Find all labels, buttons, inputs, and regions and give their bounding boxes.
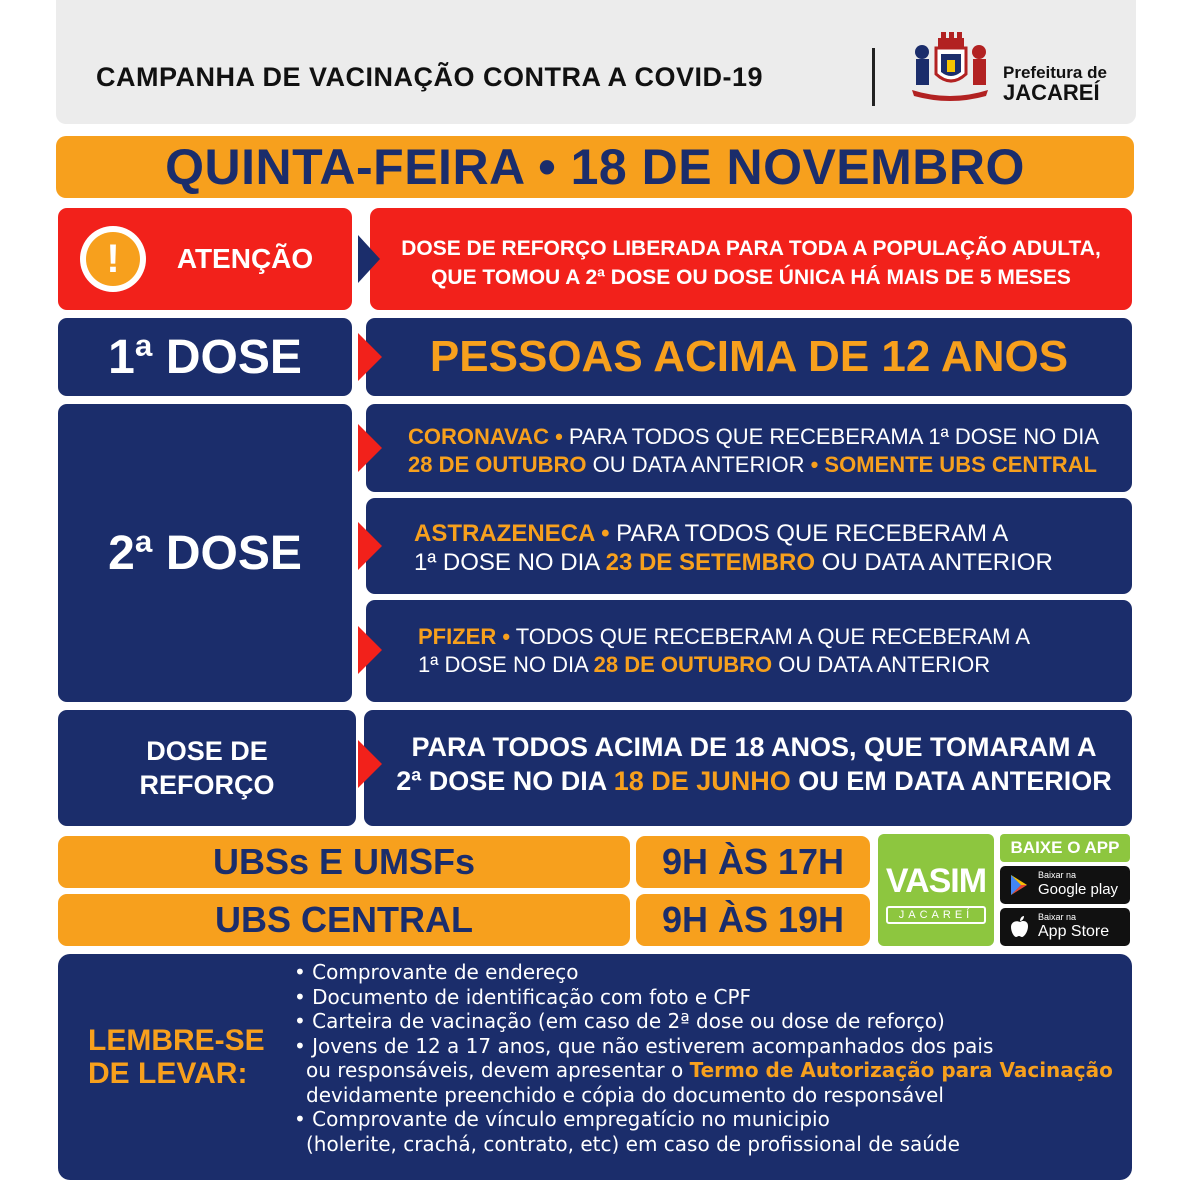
booster-label-line2: REFORÇO (139, 770, 275, 800)
booster-date: 18 DE JUNHO (613, 766, 791, 796)
booster-line2-post: OU EM DATA ANTERIOR (790, 766, 1112, 796)
vasim-logo: VASIM (885, 862, 987, 900)
coronavac-line1: PARA TODOS QUE RECEBERAMA 1ª DOSE NO DIA (562, 424, 1100, 449)
reminder-item-4-line2-text: ou responsáveis, devem apresentar o (306, 1058, 690, 1082)
coronavac-note: • SOMENTE UBS CENTRAL (810, 452, 1097, 477)
astrazeneca-text (414, 519, 1124, 577)
reminder-item-4: • Jovens de 12 a 17 anos, que não estiverem acompanhados dos pais (294, 1033, 994, 1058)
schedule-place-1: UBSs E UMSFs (212, 841, 476, 882)
astrazeneca-arrow (358, 522, 382, 570)
vasim-logo-sub: JACAREÍ (886, 906, 986, 924)
google-play-button[interactable] (1000, 866, 1130, 904)
reminder-title (88, 1024, 265, 1090)
google-play-icon (1009, 874, 1029, 896)
reminder-list (294, 960, 1130, 1156)
campaign-title: CAMPANHA DE VACINAÇÃO CONTRA A COVID-19 (96, 62, 764, 92)
attention-line-1: DOSE DE REFORÇO LIBERADA PARA TODA A POPULAÇÃO ADULTA, (401, 237, 1101, 260)
reminder-item-2: • Documento de identificação com foto e CPF (294, 984, 752, 1009)
coronavac-text (408, 423, 1128, 479)
reminder-item-5-line2: (holerite, crachá, contrato, etc) em caso de profissional de saúde (306, 1131, 960, 1156)
schedule-hours-2: 9H ÀS 19H (661, 899, 845, 940)
reminder-item-3: • Carteira de vacinação (em caso de 2ª dose ou dose de reforço) (294, 1009, 945, 1033)
pfizer-line1: TODOS QUE RECEBERAM A QUE RECEBERAM A (510, 624, 1031, 649)
coat-of-arms-icon (908, 30, 992, 104)
pfizer-line2-pre: 1ª DOSE NO DIA (418, 652, 594, 677)
schedule-place-2: UBS CENTRAL (215, 899, 473, 940)
pfizer-arrow (358, 626, 382, 674)
app-store-big: App Store (1038, 923, 1110, 940)
coronavac-arrow (358, 424, 382, 472)
attention-line-2: QUE TOMOU A 2ª DOSE OU DOSE ÚNICA HÁ MAIS DE 5 MESES (431, 266, 1071, 289)
pfizer-line2-post: OU DATA ANTERIOR (772, 652, 991, 677)
schedule-hours-1: 9H ÀS 17H (661, 841, 845, 882)
pfizer-text (418, 623, 1128, 679)
booster-label (58, 710, 356, 826)
booster-line2-pre: 2ª DOSE NO DIA (396, 766, 614, 796)
header-divider (872, 48, 875, 106)
attention-arrow (358, 235, 380, 283)
pfizer-name: PFIZER • (418, 624, 511, 649)
booster-label-line1: DOSE DE (146, 736, 268, 766)
google-play-big: Google play (1038, 881, 1119, 898)
app-store-button[interactable] (1000, 908, 1130, 946)
attention-label: ATENÇÃO (176, 243, 314, 274)
reminder-item-5: • Comprovante de vínculo empregatício no municipio (294, 1107, 830, 1131)
google-play-small: Baixar na (1038, 870, 1077, 880)
logo-line-prefeitura: Prefeitura de (1003, 63, 1107, 82)
logo-line-jacarei: JACAREÍ (1003, 80, 1100, 105)
first-dose-label: 1ª DOSE (108, 330, 302, 384)
second-dose-label: 2ª DOSE (108, 526, 302, 580)
astrazeneca-line1: PARA TODOS QUE RECEBERAM A (609, 520, 1009, 547)
pfizer-date: 28 DE OUTUBRO (593, 652, 773, 677)
first-dose-message: PESSOAS ACIMA DE 12 ANOS (429, 332, 1069, 381)
exclamation-icon: ! (86, 232, 140, 286)
booster-message (384, 730, 1124, 798)
coronavac-date: 28 DE OUTUBRO (408, 452, 587, 477)
booster-arrow (358, 740, 382, 788)
reminder-title-line2: DE LEVAR: (88, 1057, 248, 1090)
astrazeneca-line2-post: OU DATA ANTERIOR (815, 549, 1053, 576)
coronavac-mid: OU DATA ANTERIOR (586, 452, 811, 477)
authorization-term-highlight: Termo de Autorização para Vacinação (689, 1058, 1113, 1082)
astrazeneca-name: ASTRAZENECA • (414, 520, 610, 547)
reminder-title-line1: LEMBRE-SE (88, 1024, 265, 1057)
date-banner: QUINTA-FEIRA • 18 DE NOVEMBRO (165, 139, 1025, 195)
coronavac-name: CORONAVAC • (408, 424, 563, 449)
app-store-small: Baixar na (1038, 912, 1077, 922)
attention-message (380, 234, 1122, 292)
astrazeneca-line2-pre: 1ª DOSE NO DIA (414, 549, 606, 576)
reminder-item-1: • Comprovante de endereço (294, 960, 579, 984)
reminder-item-4-line3: devidamente preenchido e cópia do documento do responsável (306, 1082, 944, 1107)
reminder-item-4-line2 (294, 1058, 1130, 1083)
booster-line1: PARA TODOS ACIMA DE 18 ANOS, QUE TOMARAM A (411, 732, 1097, 762)
astrazeneca-date: 23 DE SETEMBRO (605, 549, 815, 576)
download-app-label: BAIXE O APP (1000, 834, 1130, 862)
apple-icon (1010, 915, 1030, 939)
